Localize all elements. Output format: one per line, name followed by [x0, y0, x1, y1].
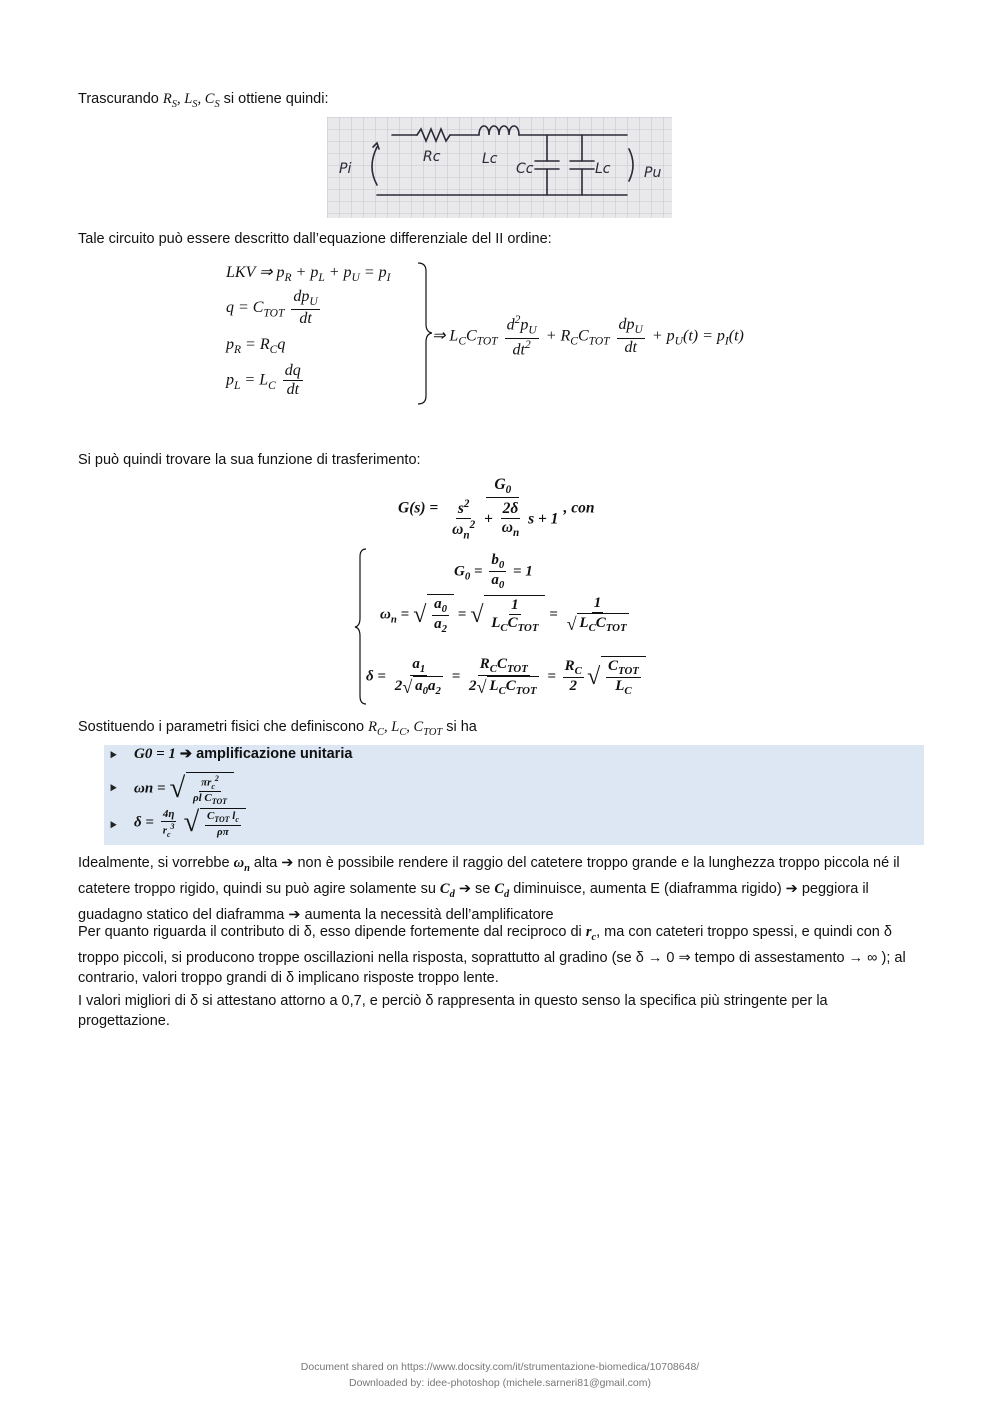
- transfer-function: G(s) = $G_0$ $\frac{s^2}{\omega_n^2}$ + $\frac{2\delta}{\omega_n}$ s + 1 , con: [398, 476, 595, 542]
- circuit-label-cc: Cc: [516, 161, 534, 177]
- paragraph-transfer: Si può quindi trovare la sua funzione di trasferimento:: [78, 452, 421, 468]
- eq-g0: $G_0$ = $\frac{b_0}{a_0}$ = 1: [454, 552, 533, 592]
- bullet-arrow-icon: ⯈: [108, 748, 119, 763]
- intro-line: Trascurando $R_S$, $L_S$, $C_S$ si ottiene quindi:: [78, 91, 329, 110]
- right-brace: [416, 262, 432, 406]
- paragraph-conclusion: I valori migliori di δ si attestano attorno a 0,7, e perciò δ rappresenta in questo senso la specifica più stringente per la progettazione.: [78, 993, 828, 1029]
- footer-downloaded: Downloaded by: idee-photoshop (michele.sarneri81@gmail.com): [349, 1377, 651, 1389]
- eq-delta: δ = $a_1$ 2 √ $a_0a_2$ = $R_CC_{TOT}$ 2 √ $L_CC_{TOT}$ = $\frac{R_C}{2}$ √ $\frac{C_{TOT}}{L_C}$: [366, 656, 646, 698]
- eq-wn: $\omega_n$ = √ $\frac{a_0}{a_2}$ = √ $\frac{1}{L_CC_{TOT}}$ = 1 √ $L_CC_{TOT}$: [380, 595, 627, 636]
- eq-lkv: LKV ⇒ $p_R + p_L + p_U = p_I$: [226, 264, 391, 285]
- bullet-arrow-icon: ⯈: [108, 818, 119, 833]
- bullet-arrow-icon: ⯈: [108, 781, 119, 796]
- circuit-label-lc: Lc: [482, 151, 498, 167]
- eq-q: $q = C_{TOT}$ $\frac{dp_U}{dt}$: [226, 288, 318, 328]
- bullet-wn: ωn = √ $\frac{\pi r_c^2}{\rho l C_{TOT}}$: [134, 772, 234, 806]
- circuit-sketch: [327, 117, 672, 218]
- parameter-system: [354, 548, 654, 708]
- circuit-label-pu: Pu: [644, 165, 662, 181]
- math-rc: $r_c$: [585, 924, 597, 943]
- paragraph-ideal: Idealmente, si vorrebbe $\omega_n$ alta ➔ non è possibile rendere il raggio del catetere troppo grande e la lunghezza troppo piccola né il catetere troppo rigido, quindi su può agire solamente su $C_d$ ➔ se $C_d$ diminuisce, aumenta E (diaframma rigido) ➔ peggiora il guadagno statico del diaframma ➔ aumenta la necessità dell’amplificatore: [78, 855, 900, 923]
- math-cd: $C_d$: [494, 880, 510, 900]
- footer-shared: Document shared on https://www.docsity.com/it/strumentazione-biomedica/10708648/: [300, 1361, 700, 1373]
- bullet-delta: δ = $\frac{4\eta}{r_c^3}$ √ $\frac{C_{TOT} l_c}{\rho\pi}$: [134, 808, 246, 839]
- circuit-label-pi: Pi: [339, 161, 352, 177]
- paragraph-substitution: Sostituendo i parametri fisici che definiscono $R_C$, $L_C$, $C_{TOT}$ si ha: [78, 719, 477, 738]
- paragraph-differential: Tale circuito può essere descritto dall’equazione differenziale del II ordine:: [78, 231, 552, 247]
- equation-system: [226, 258, 786, 408]
- bullet-gain: G0 = 1 ➔ amplificazione unitaria: [134, 746, 353, 762]
- substitution-vars: $R_C$, $L_C$, $C_{TOT}$: [368, 719, 443, 738]
- intro-vars: $R_S$, $L_S$, $C_S$: [162, 91, 220, 110]
- eq-pr: $p_R = R_Cq$: [226, 336, 286, 357]
- circuit-label-rc: Rc: [423, 149, 441, 165]
- eq-result: ⇒ $L_CC_{TOT}$ $\frac{d^2p_U}{dt^2}$ + $R_CC_{TOT}$ $\frac{dp_U}{dt}$ + $p_U(t) = p_I(t)$: [432, 314, 744, 359]
- math-cd: $C_d$: [439, 880, 455, 900]
- math-wn: $\omega_n$: [233, 855, 250, 874]
- circuit-label-lc2: Lc: [595, 161, 611, 177]
- paragraph-delta: Per quanto riguarda il contributo di δ, esso dipende fortemente dal reciproco di $r_c$, ma con cateteri troppo spessi, e quindi con δ troppo piccoli, si producono troppe oscillazioni nella risposta, soprattutto al gradino (se δ → 0 ⇒ tempo di assestamento → ∞ ); al contrario, valori troppo grandi di δ implicano risposte troppo lente.: [78, 924, 906, 986]
- eq-pl: $p_L = L_C$ $\frac{dq}{dt}$: [226, 362, 301, 399]
